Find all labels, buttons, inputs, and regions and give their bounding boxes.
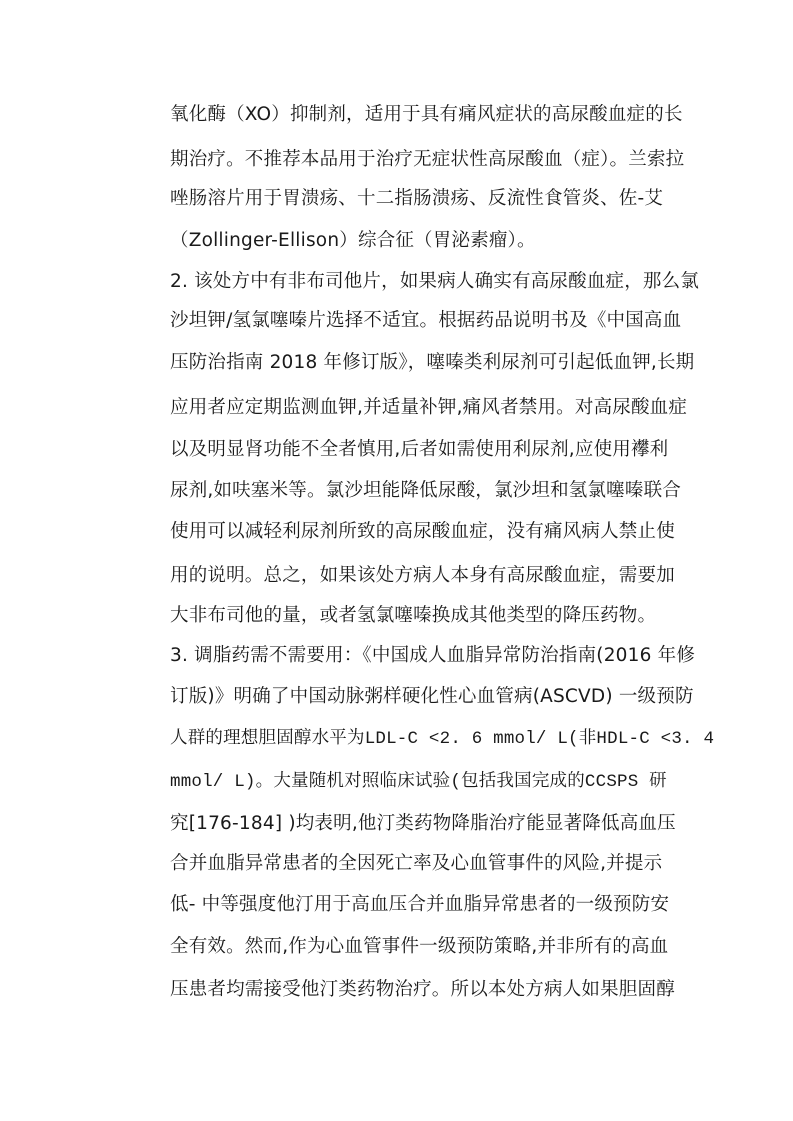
text-line: 用的说明。总之，如果该处方病人本身有高尿酸血症，需要加 xyxy=(170,565,675,586)
text-line: 尿剂,如呋塞米等。氯沙坦能降低尿酸，氯沙坦和氢氯噻嗪联合 xyxy=(170,480,681,501)
text-line: 2. 该处方中有非布司他片，如果病人确实有高尿酸血症，那么氯 xyxy=(170,271,700,292)
text-line: 合并血脂异常患者的全因死亡率及心血管事件的风险,并提示 xyxy=(170,853,663,874)
text-line: 以及明显肾功能不全者慎用,后者如需使用利尿剂,应使用襻利 xyxy=(170,439,669,460)
text-line: 唑肠溶片用于胃溃疡、十二指肠溃疡、反流性食管炎、佐-艾 xyxy=(170,188,664,209)
text-line: 压患者均需接受他汀类药物治疗。所以本处方病人如果胆固醇 xyxy=(170,979,675,1000)
text-line: 订版)》明确了中国动脉粥样硬化性心血管病(ASCVD) 一级预防 xyxy=(170,686,694,707)
text-line: 3. 调脂药需不需要用：《中国成人血脂异常防治指南(2016 年修 xyxy=(170,645,696,666)
text-line: 应用者应定期监测血钾,并适量补钾,痛风者禁用。对高尿酸血症 xyxy=(170,397,688,418)
text-line: 大非布司他的量，或者氢氯噻嗪换成其他类型的降压药物。 xyxy=(170,605,657,626)
text-line: 全有效。然而,作为心血管事件一级预防策略,并非所有的高血 xyxy=(170,936,669,957)
text-line: mmol/ L)。大量随机对照临床试验(包括我国完成的CCSPS 研 xyxy=(170,772,667,792)
text-line: 人群的理想胆固醇水平为LDL-C <2. 6 mmol/ L(非HDL-C <3. 4 xyxy=(170,729,715,749)
text-line: 低- 中等强度他汀用于高血压合并血脂异常患者的一级预防安 xyxy=(170,894,670,915)
text-line: 氧化酶（XO）抑制剂，适用于具有痛风症状的高尿酸血症的长 xyxy=(170,104,683,125)
text-line: 究[176-184] )均表明,他汀类药物降脂治疗能显著降低高血压 xyxy=(170,813,676,834)
text-line: 沙坦钾/氢氯噻嗪片选择不适宜。根据药品说明书及《中国高血 xyxy=(170,310,682,331)
text-line: 压防治指南 2018 年修订版》，噻嗪类利尿剂可引起低血钾,长期 xyxy=(170,352,695,373)
text-line: 期治疗。不推荐本品用于治疗无症状性高尿酸血（症）。兰索拉 xyxy=(170,149,685,170)
text-line: （Zollinger-Ellison）综合征（胃泌素瘤）。 xyxy=(170,230,536,251)
text-line: 使用可以减轻利尿剂所致的高尿酸血症，没有痛风病人禁止使 xyxy=(170,521,675,542)
